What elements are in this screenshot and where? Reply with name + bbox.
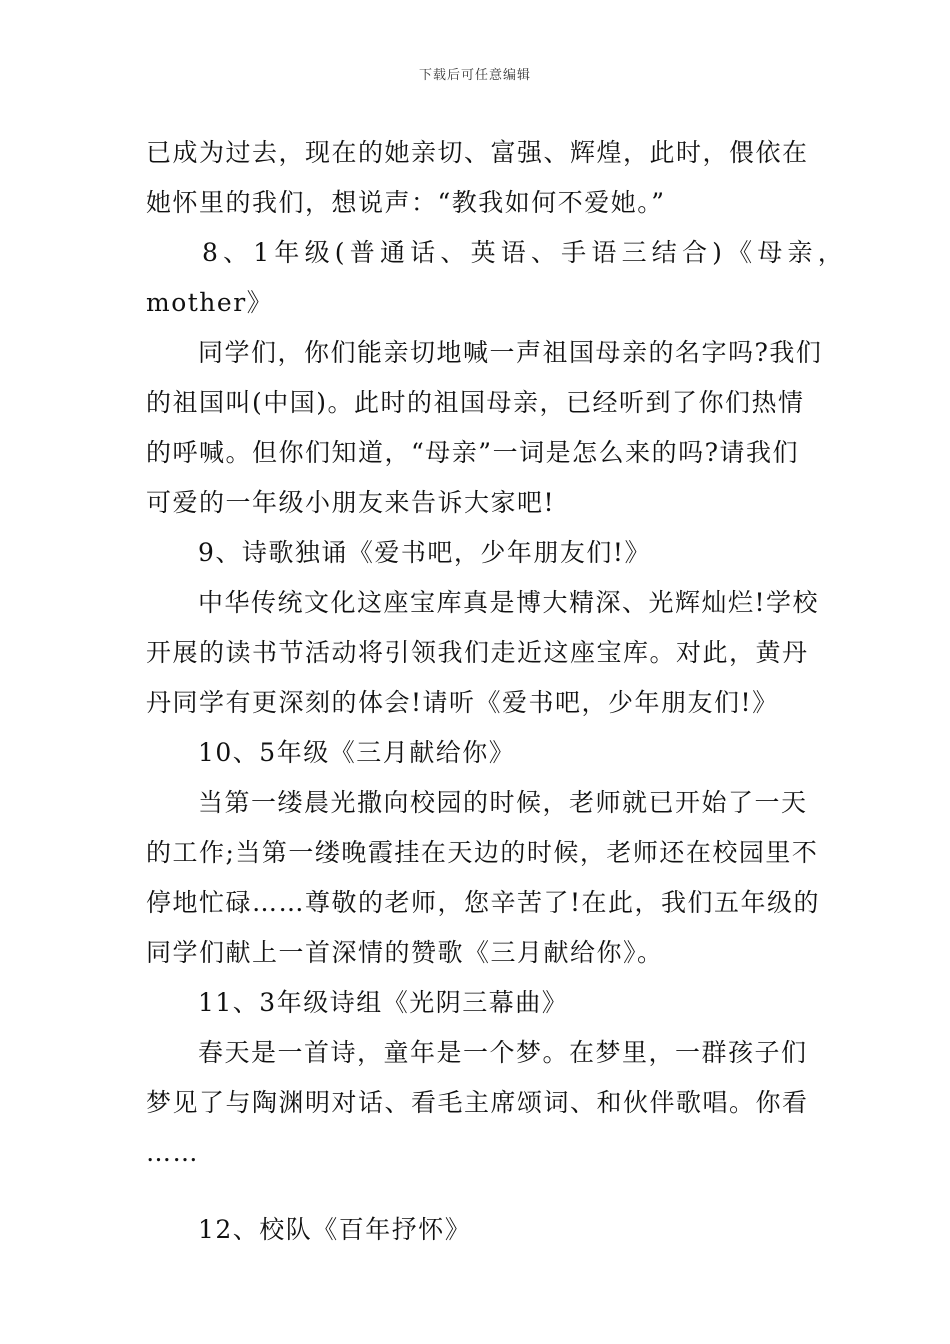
paragraph-gap [146,1178,810,1205]
document-body [146,128,848,1255]
paragraph-line: 中华传统文化这座宝库真是博大精深、光辉灿烂!学校 [198,588,820,617]
section-heading: 12、校队《百年抒怀》 [198,1215,472,1244]
page-header: 下载后可任意编辑 [418,68,531,83]
paragraph-line: 开展的读书节活动将引领我们走近这座宝库。对此，黄丹 [146,638,809,667]
paragraph-line: 她怀里的我们，想说声：“教我如何不爱她。” [146,188,666,217]
paragraph-line: 当第一缕晨光撒向校园的时候，老师就已开始了一天 [198,788,808,817]
paragraph-line: 同学们献上一首深情的赞歌《三月献给你》。 [146,938,664,967]
paragraph-line: 停地忙碌……尊敬的老师，您辛苦了!在此，我们五年级的 [146,888,821,917]
section-heading: 9、诗歌独诵《爱书吧，少年朋友们!》 [198,538,651,567]
paragraph-line: 梦见了与陶渊明对话、看毛主席颂词、和伙伴歌唱。你看 [146,1088,809,1117]
paragraph-line: 的祖国叫(中国)。此时的祖国母亲，已经听到了你们热情 [146,388,805,417]
paragraph-line: 同学们，你们能亲切地喊一声祖国母亲的名字吗?我们 [198,338,823,367]
section-heading: 8、1年级(普通话、英语、手语三结合)《母亲， [202,238,848,267]
paragraph-line: mother》 [146,288,274,317]
section-heading: 10、5年级《三月献给你》 [198,738,516,767]
paragraph-line: 的工作;当第一缕晚霞挂在天边的时候，老师还在校园里不 [146,838,819,867]
paragraph-line: 丹同学有更深刻的体会!请听《爱书吧，少年朋友们!》 [146,688,779,717]
paragraph-line: 可爱的一年级小朋友来告诉大家吧! [146,488,556,517]
paragraph-line: 春天是一首诗，童年是一个梦。在梦里，一群孩子们 [198,1038,808,1067]
paragraph-line: 已成为过去，现在的她亲切、富强、辉煌，此时，偎依在 [146,138,809,167]
paragraph-line: 的呼喊。但你们知道，“母亲”一词是怎么来的吗?请我们 [146,438,799,467]
paragraph-line: …… [146,1138,199,1167]
section-heading: 11、3年级诗组《光阴三幕曲》 [198,988,569,1017]
